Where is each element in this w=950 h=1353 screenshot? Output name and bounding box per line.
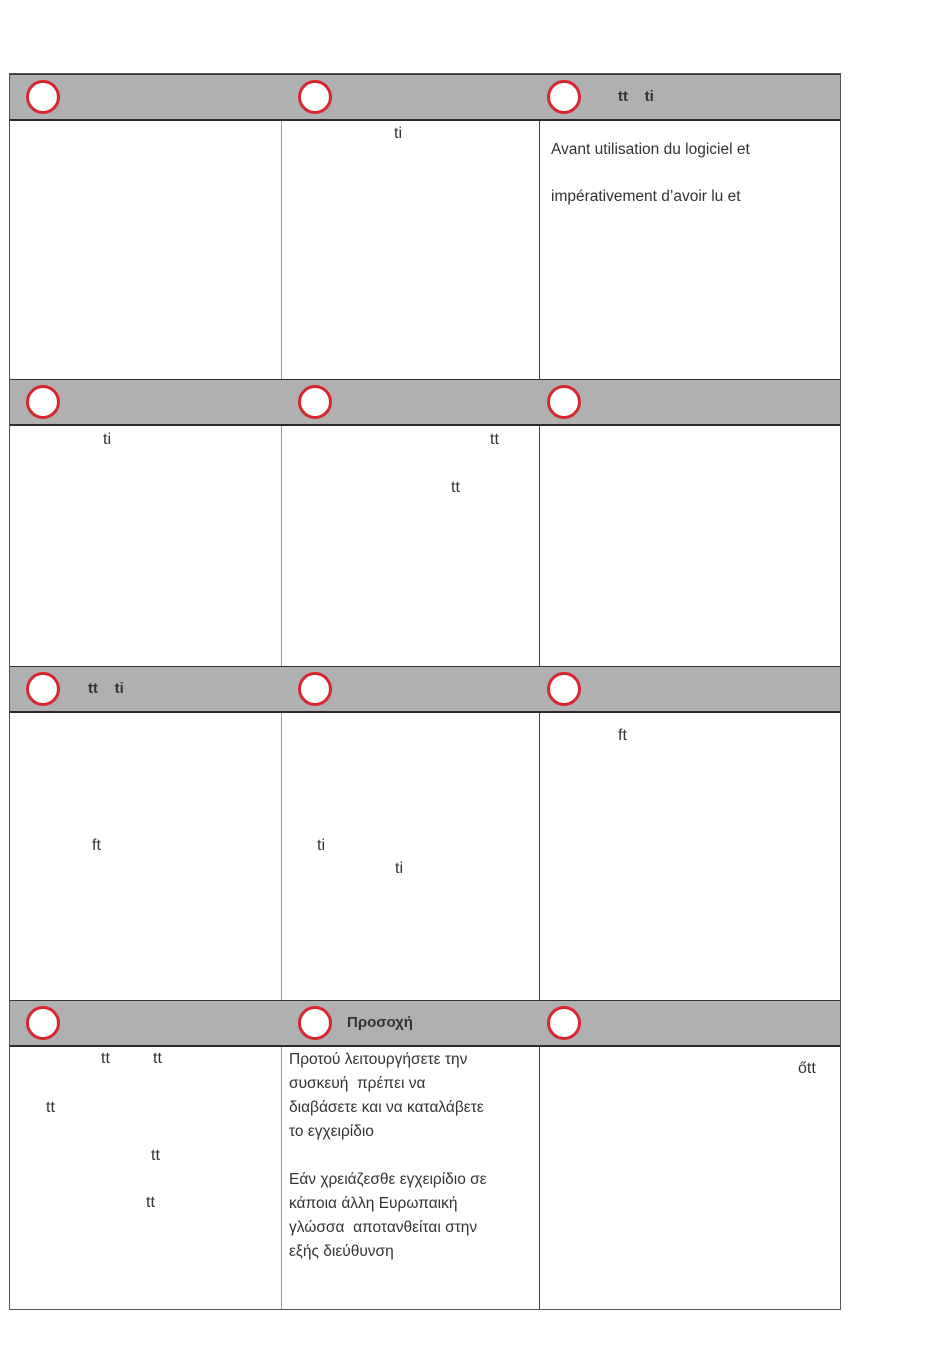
cell-header-french: tt ti [618, 88, 654, 105]
text-fragment: tt [153, 1050, 162, 1067]
french-line-2: impérativement d’avoir lu et [551, 188, 741, 205]
greek-paragraph-2: Εάν χρειάζεσθε εγχειρίδιο σε κάποια άλλη Ευρωπαική γλώσσα αποτανθείται στην εξής διεύθυνση [289, 1171, 487, 1260]
text-fragment: ti [394, 125, 402, 142]
row-3-header-bar [10, 666, 840, 713]
warning-circle-icon [298, 672, 332, 706]
text-fragment: ti [103, 431, 111, 448]
warning-circle-icon [26, 1006, 60, 1040]
cell-text-french [551, 138, 831, 209]
text-fragment: tt [151, 1147, 160, 1164]
warning-circle-icon [26, 385, 60, 419]
manual-warning-grid [9, 73, 841, 1310]
text-fragment: őtt [798, 1060, 816, 1077]
row-2-header-bar [10, 379, 840, 426]
cell-header-greek: Προσοχή [347, 1014, 413, 1031]
cell-header-fragment: tt ti [88, 680, 124, 697]
text-fragment: tt [451, 479, 460, 496]
text-fragment: ti [395, 860, 403, 877]
warning-circle-icon [298, 1006, 332, 1040]
warning-circle-icon [298, 80, 332, 114]
row-1-header-bar [10, 74, 840, 121]
text-fragment: tt [146, 1194, 155, 1211]
warning-circle-icon [547, 80, 581, 114]
warning-circle-icon [547, 672, 581, 706]
text-fragment: tt [46, 1099, 55, 1116]
cell-text-greek [289, 1048, 534, 1288]
text-fragment: ft [92, 837, 101, 854]
text-fragment: tt [490, 431, 499, 448]
greek-paragraph-1: Προτού λειτουργήσετε την συσκευή πρέπει να διαβάσετε και να καταλάβετε το εγχειρίδιο [289, 1051, 484, 1140]
warning-circle-icon [547, 1006, 581, 1040]
warning-circle-icon [298, 385, 332, 419]
warning-circle-icon [547, 385, 581, 419]
french-line-1: Avant utilisation du logiciel et [551, 141, 750, 158]
text-fragment: ti [317, 837, 325, 854]
warning-circle-icon [26, 672, 60, 706]
warning-circle-icon [26, 80, 60, 114]
row-4-header-bar [10, 1000, 840, 1047]
text-fragment: ft [618, 727, 627, 744]
text-fragment: tt [101, 1050, 110, 1067]
